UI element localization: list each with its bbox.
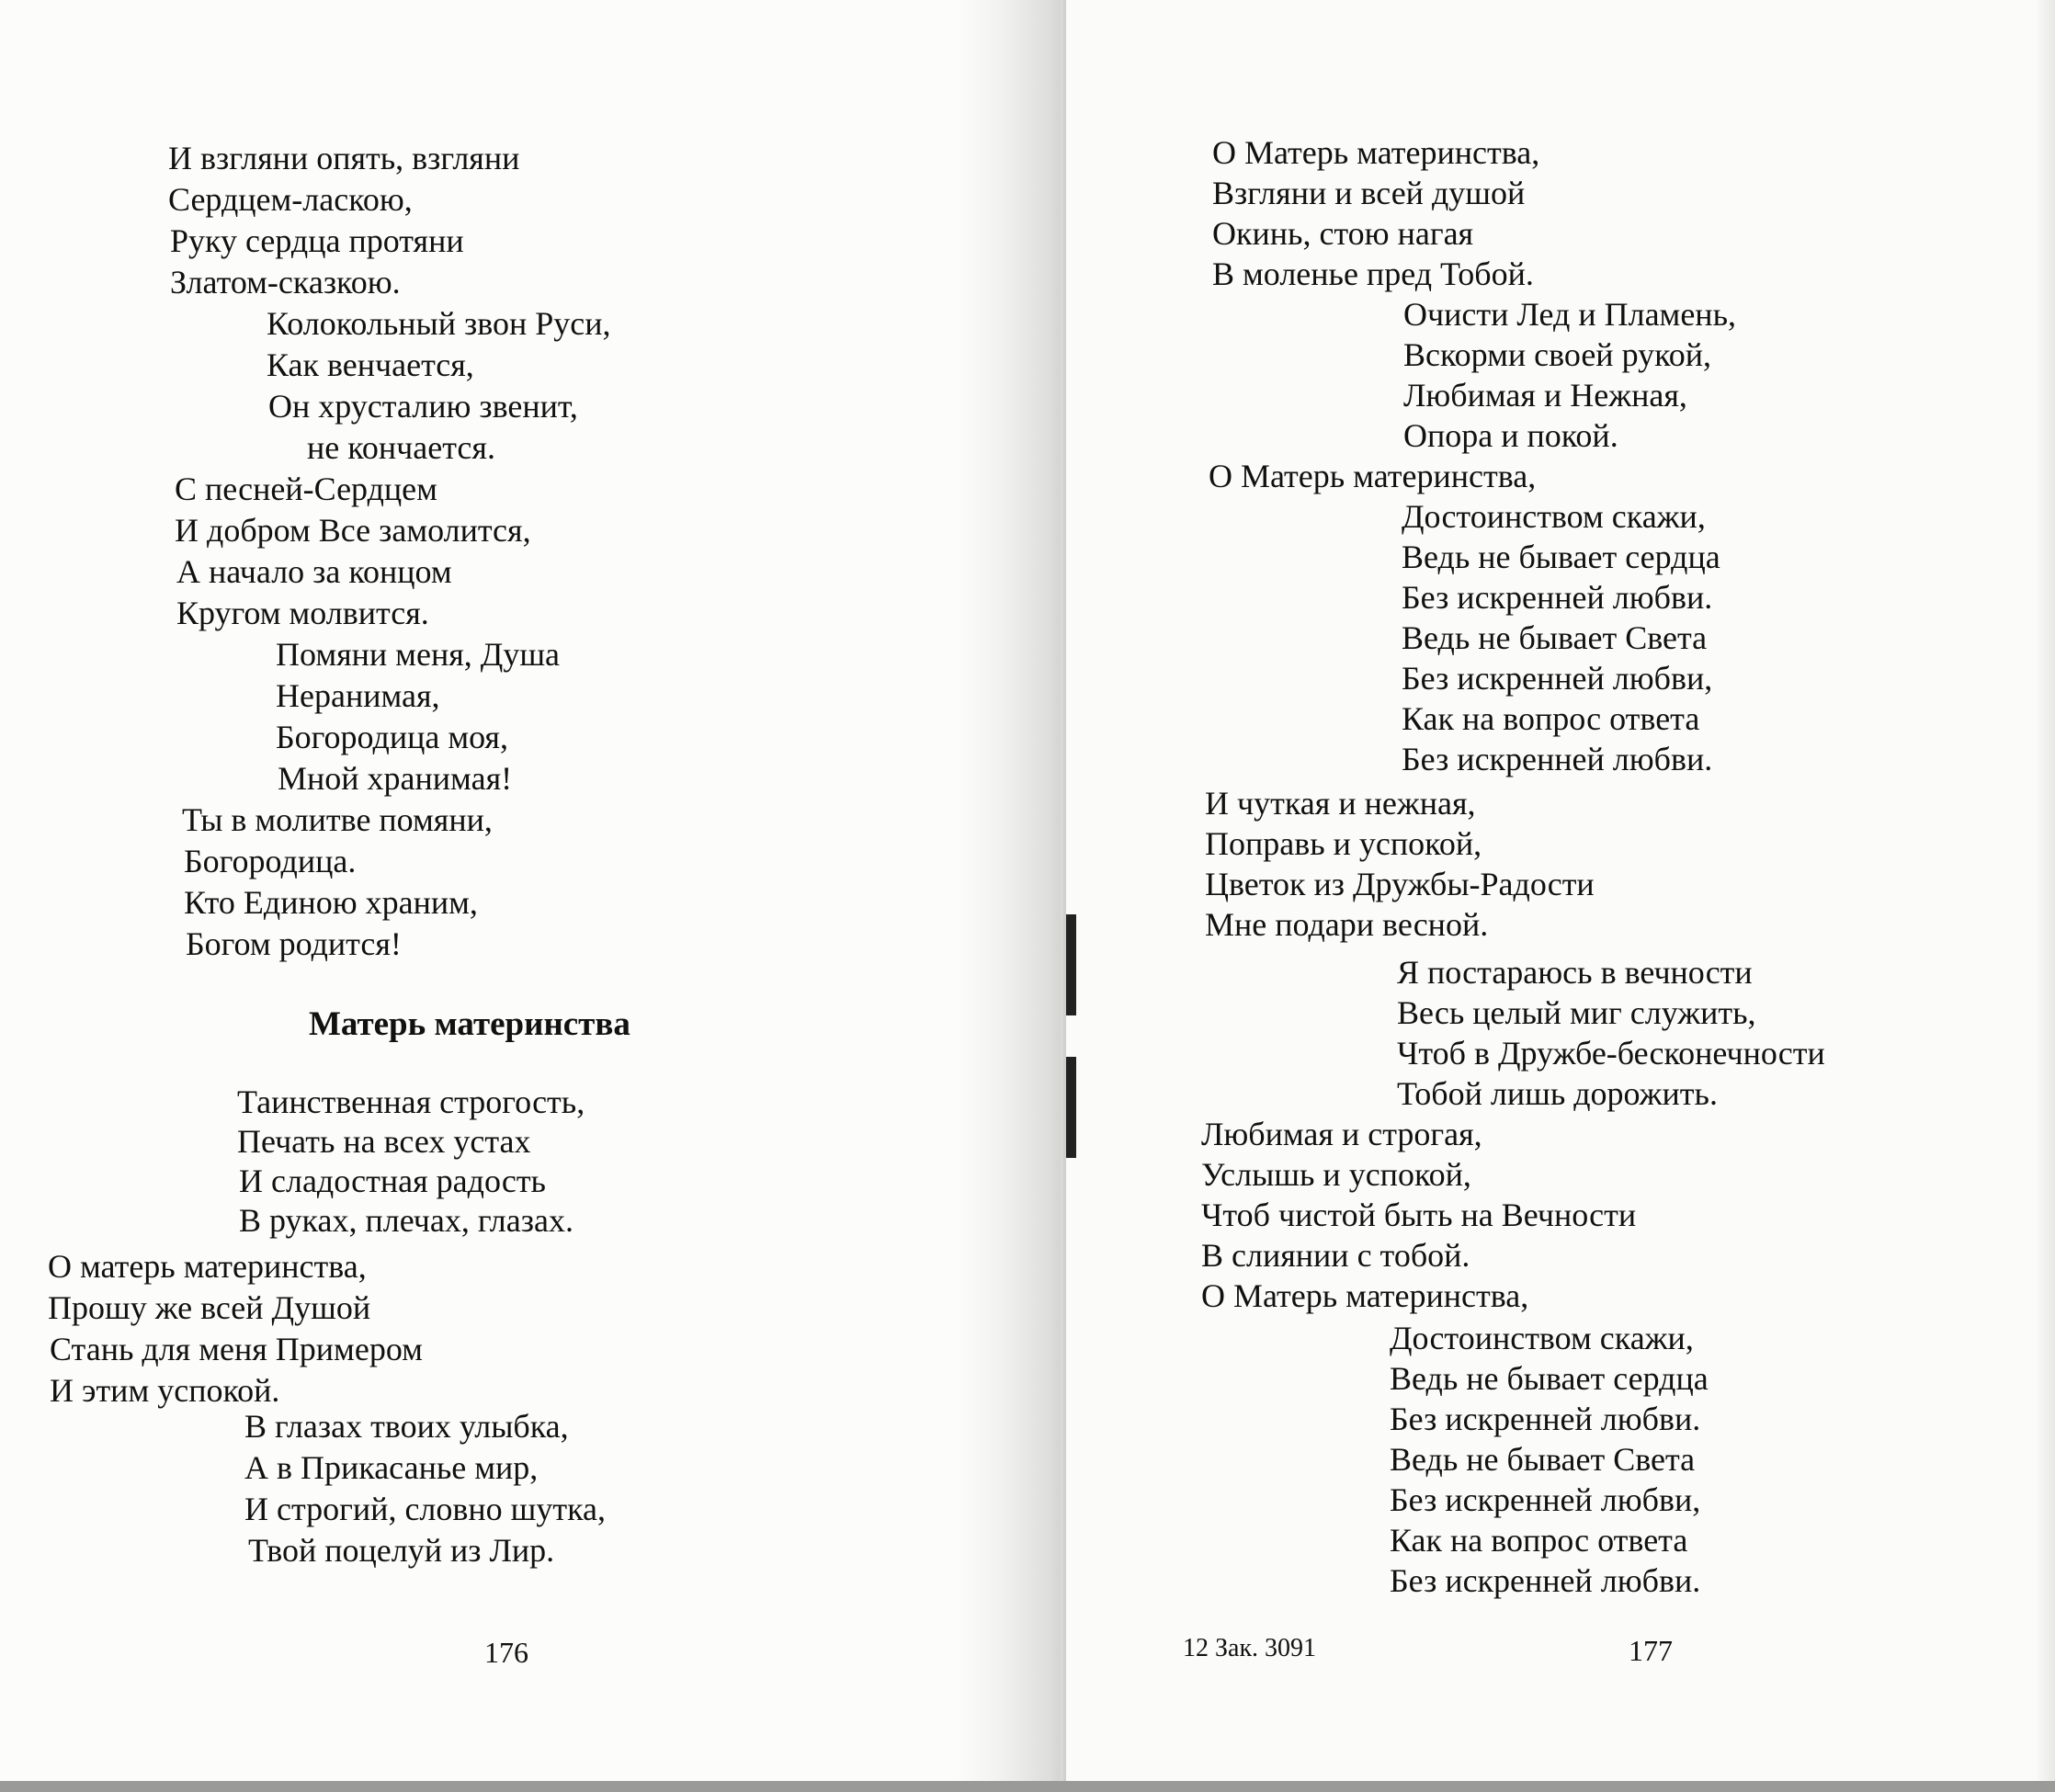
poem-line: Без искренней любви. <box>1390 1401 1701 1437</box>
poem-line: О матерь материнства, <box>48 1248 367 1285</box>
binding-mark <box>1066 1057 1076 1158</box>
poem-line: Он хрусталию звенит, <box>268 388 578 425</box>
poem-line: Как на вопрос ответа <box>1390 1522 1688 1559</box>
poem-line: Взгляни и всей душой <box>1212 175 1526 211</box>
printer-order-note: 12 Зак. 3091 <box>1183 1634 1317 1662</box>
poem-line: Таинственная строгость, <box>237 1083 585 1120</box>
poem-line: Поправь и успокой, <box>1205 825 1482 862</box>
poem-line: О Матерь материнства, <box>1201 1277 1529 1314</box>
poem-line: Богородица. <box>184 843 357 879</box>
poem-line: В моленье пред Тобой. <box>1212 255 1534 292</box>
poem-line: Как венчается, <box>267 346 474 383</box>
poem-line: И взгляни опять, взгляни <box>168 140 520 176</box>
poem-line: Без искренней любви. <box>1402 579 1713 616</box>
poem-line: Стань для меня Примером <box>50 1331 423 1367</box>
poem-line: С песней-Сердцем <box>175 471 437 507</box>
poem-line: Прошу же всей Душой <box>48 1289 371 1326</box>
poem-line: Как на вопрос ответа <box>1402 700 1700 737</box>
poem-line: Ведь не бывает сердца <box>1402 539 1720 575</box>
binding-mark <box>1066 914 1076 1015</box>
poem-line: О Матерь материнства, <box>1209 458 1537 494</box>
poem-line: А в Прикасанье мир, <box>244 1449 539 1486</box>
poem-line: Златом-сказкою. <box>170 264 401 301</box>
poem-line: Мной хранимая! <box>278 760 513 797</box>
poem-line: Вскорми своей рукой, <box>1403 336 1712 373</box>
poem-line: Неранимая, <box>276 677 440 714</box>
poem-line: Чтоб чистой быть на Вечности <box>1201 1197 1637 1233</box>
poem-line: Богом родится! <box>186 925 402 962</box>
poem-line: И чуткая и нежная, <box>1205 785 1476 822</box>
poem-line: И строгий, словно шутка, <box>244 1491 607 1527</box>
poem-line: А начало за концом <box>176 553 452 590</box>
poem-line: Тобой лишь дорожить. <box>1397 1075 1718 1112</box>
poem-line: Чтоб в Дружбе-бесконечности <box>1397 1035 1825 1072</box>
poem-line: Ты в молитве помяни, <box>182 801 493 838</box>
spine-edge <box>1060 0 1063 1781</box>
poem-line: В глазах твоих улыбка, <box>244 1408 569 1445</box>
poem-line: Услышь и успокой, <box>1201 1156 1471 1193</box>
poem-line: Мне подари весной. <box>1205 906 1489 943</box>
poem-line: Твой поцелуй из Лир. <box>248 1532 555 1569</box>
poem-line: Руку сердца протяни <box>170 222 464 259</box>
poem-line: Я постараюсь в вечности <box>1397 954 1753 991</box>
poem-line: И этим успокой. <box>50 1372 280 1409</box>
poem-line: О Матерь материнства, <box>1212 134 1540 171</box>
poem-line: Печать на всех устах <box>237 1123 531 1160</box>
page-edge-shadow <box>2035 0 2055 1781</box>
poem-line: Колокольный звон Руси, <box>267 305 611 342</box>
poem-line: Без искренней любви, <box>1390 1481 1701 1518</box>
poem-line: Кругом молвится. <box>176 595 429 631</box>
poem-line: Достоинством скажи, <box>1402 498 1706 535</box>
scanner-bed-edge <box>0 1781 2055 1792</box>
gutter-shadow-left <box>956 0 1066 1781</box>
poem-line: В слиянии с тобой. <box>1201 1237 1470 1274</box>
poem-line: И сладостная радость <box>239 1163 546 1199</box>
poem-line: не кончается. <box>307 429 495 466</box>
poem-line: Весь целый миг служить, <box>1397 994 1756 1031</box>
poem-line: Ведь не бывает Света <box>1402 619 1708 656</box>
poem-line: В руках, плечах, глазах. <box>239 1202 573 1239</box>
poem-line: Ведь не бывает Света <box>1390 1441 1696 1478</box>
poem-line: Сердцем-ласкою, <box>168 181 413 218</box>
poem-line: Любимая и строгая, <box>1201 1116 1482 1152</box>
poem-line: Без искренней любви, <box>1402 660 1713 697</box>
poem-line: Без искренней любви. <box>1402 741 1713 777</box>
poem-line: Очисти Лед и Пламень, <box>1403 296 1736 333</box>
poem-line: Достоинством скажи, <box>1390 1320 1694 1356</box>
poem-line: Ведь не бывает сердца <box>1390 1360 1709 1397</box>
right-page <box>1066 0 2055 1781</box>
poem-line: Помяни меня, Душа <box>276 636 561 673</box>
poem-line: Без искренней любви. <box>1390 1562 1701 1599</box>
poem-line: Цветок из Дружбы-Радости <box>1205 866 1595 902</box>
poem-line: И добром Все замолится, <box>175 512 531 549</box>
poem-line: Окинь, стою нагая <box>1212 215 1474 252</box>
poem-line: Опора и покой. <box>1403 417 1618 454</box>
poem-line: Кто Единою храним, <box>184 884 478 921</box>
page-number: 177 <box>1629 1634 1673 1667</box>
poem-line: Любимая и Нежная, <box>1403 377 1687 414</box>
poem-line: Богородица моя, <box>276 719 508 755</box>
poem-title: Матерь материнства <box>309 1005 630 1043</box>
page-number: 176 <box>484 1636 528 1669</box>
